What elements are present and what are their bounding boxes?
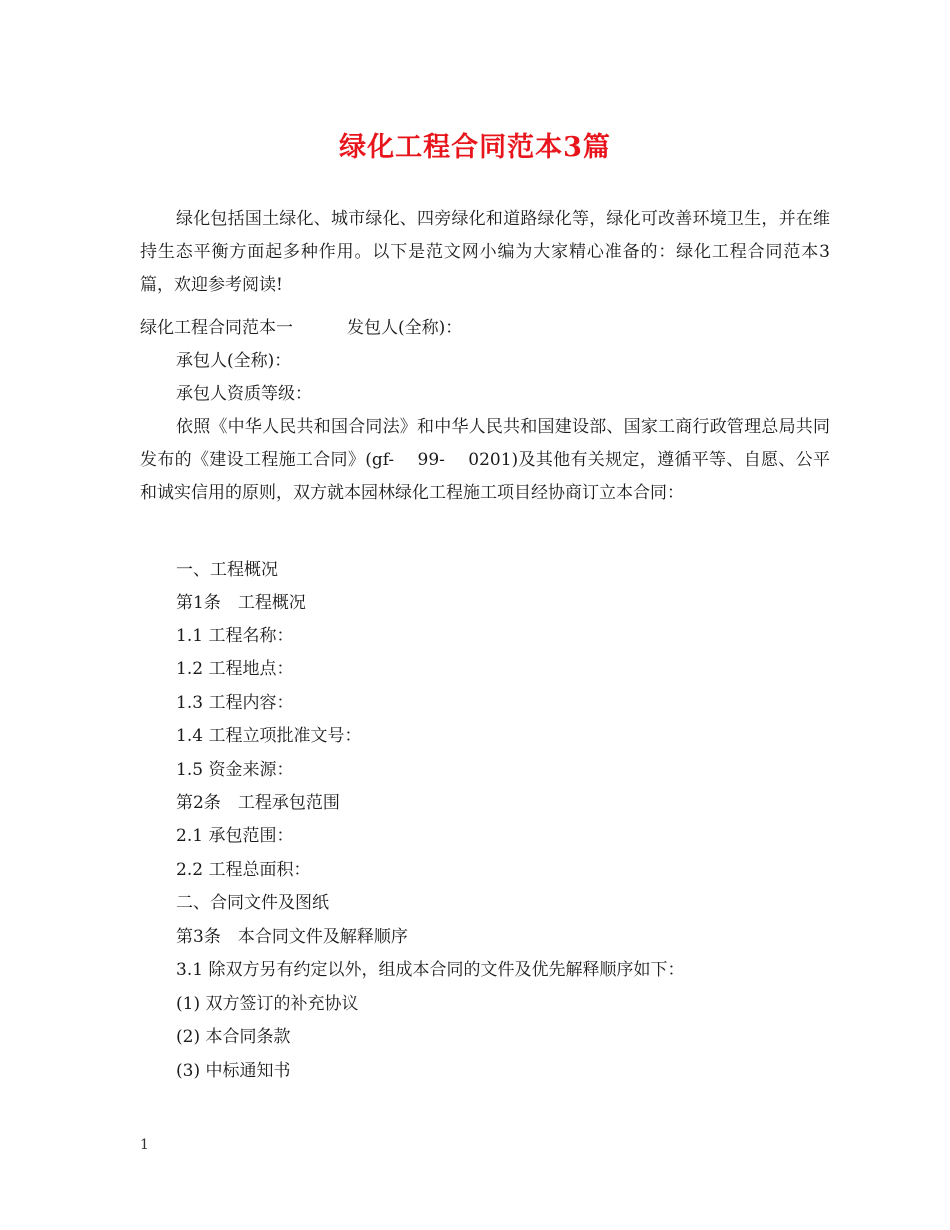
list-item: 1.4 工程立项批准文号： — [176, 726, 362, 746]
list-item: (2) 本合同条款 — [176, 1027, 291, 1047]
list-item: 一、工程概况 — [176, 560, 278, 580]
contractor-label: 承包人(全称)： — [176, 351, 292, 371]
list-item: 3.1 除双方另有约定以外，组成本合同的文件及优先解释顺序如下： — [176, 960, 685, 980]
list-item: 第3条 本合同文件及解释顺序 — [176, 927, 408, 947]
intro-paragraph: 绿化包括国土绿化、城市绿化、四旁绿化和道路绿化等，绿化可改善环境卫生，并在维持生态平衡方面起多种作用。以下是范文网小编为大家精心准备的：绿化工程合同范本3篇，欢迎参考阅读! — [140, 209, 830, 295]
list-item: 第2条 工程承包范围 — [176, 793, 340, 813]
list-item: 2.2 工程总面积： — [176, 860, 311, 880]
basis-paragraph: 依照《中华人民共和国合同法》和中华人民共和国建设部、国家工商行政管理总局共同发布的《建设工程施工合同》(gf- 99- 0201)及其他有关规定，遵循平等、自愿、公平和诚实信用的原则，双方就本园林绿化工程施工项目经协商订立本合同： — [140, 417, 830, 503]
heading-row — [140, 312, 462, 345]
list-item: 1.5 资金来源： — [176, 760, 294, 780]
list-item: 2.1 承包范围： — [176, 826, 294, 846]
employer-label: 发包人(全称)： — [347, 318, 463, 338]
list-item: 1.2 工程地点： — [176, 659, 294, 679]
list-item: 1.3 工程内容： — [176, 693, 294, 713]
page-number: 1 — [140, 1137, 149, 1153]
document-title: 绿化工程合同范本3篇 — [339, 132, 611, 163]
list-item: (3) 中标通知书 — [176, 1061, 291, 1081]
section-heading-one: 绿化工程合同范本一 — [140, 318, 293, 338]
list-item: 第1条 工程概况 — [176, 593, 306, 613]
list-item: (1) 双方签订的补充协议 — [176, 994, 359, 1014]
list-item: 二、合同文件及图纸 — [176, 893, 329, 913]
list-item: 1.1 工程名称： — [176, 626, 294, 646]
contractor-grade-label: 承包人资质等级： — [176, 384, 312, 404]
